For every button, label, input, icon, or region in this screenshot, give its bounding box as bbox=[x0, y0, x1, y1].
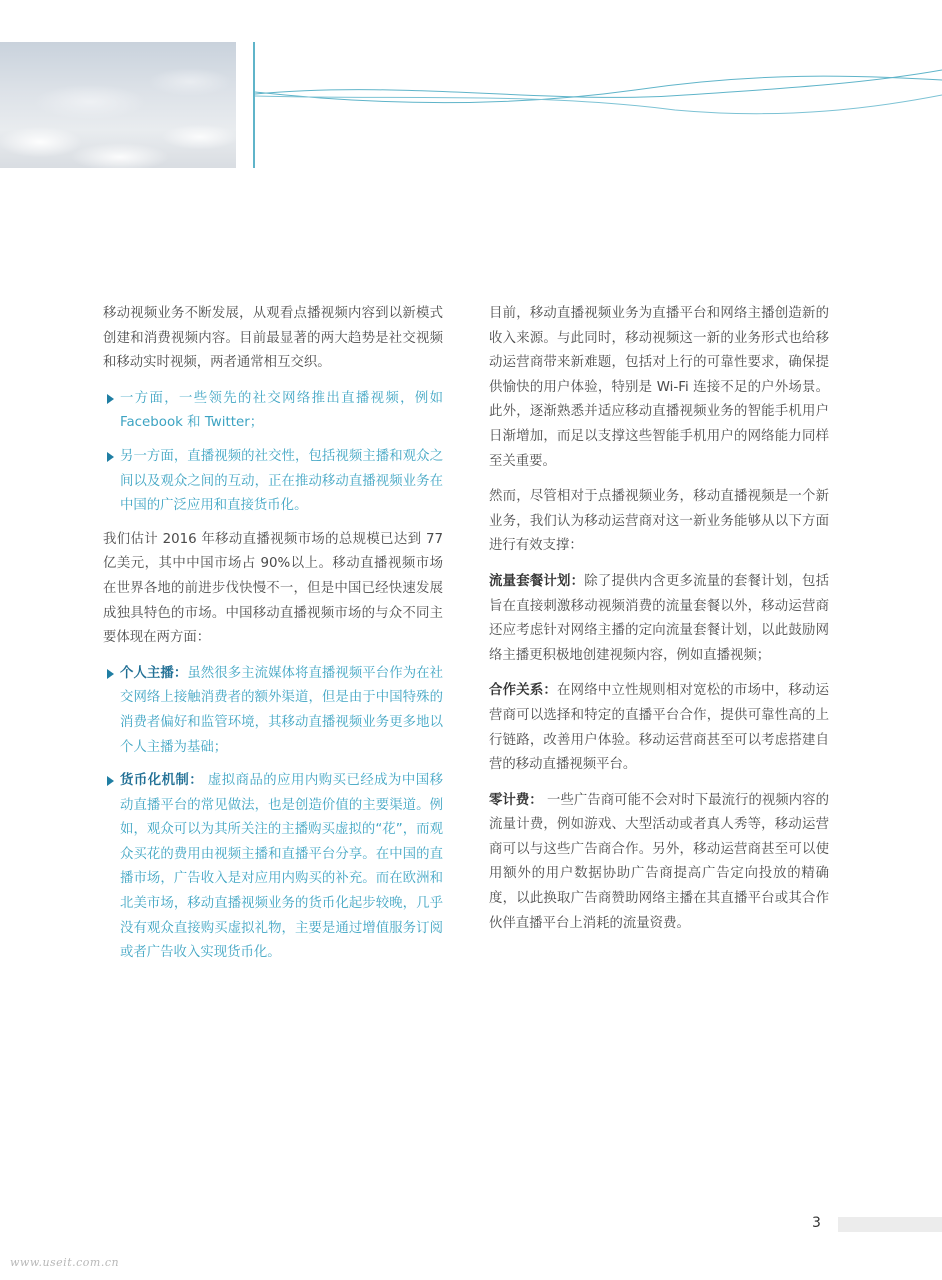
bullet-text: 虚拟商品的应用内购买已经成为中国移动直播平台的常见做法，也是创造价值的主要渠道。例如，观众可以为其所关注的主播购买虚拟的“花”，而观众买花的费用由视频主播和直播平台分享。在中国的直播市场，广告收入是对应用内购买的补充。而在欧洲和北美市场，移动直播视频业务的货币化起步较晚，几乎没有观众直接购买虚拟礼物，主要是通过增值服务订阅或者广告收入实现货币化。 bbox=[120, 773, 443, 961]
right-column bbox=[489, 302, 829, 947]
market-size-paragraph: 我们估计 2016 年移动直播视频市场的总规模已达到 77 亿美元，其中中国市场占 90%以上。移动直播视频市场在世界各地的前进步伐快慢不一，但是中国已经快速发展成独具特色的市场。中国移动直播视频市场的与众不同主要体现在两方面： bbox=[103, 531, 443, 646]
page-number: 3 bbox=[812, 1215, 821, 1231]
bullet-social-interaction bbox=[103, 445, 443, 519]
bullet-social-networks bbox=[103, 387, 443, 436]
data-plan-item bbox=[489, 570, 829, 668]
bullet-text: 虽然很多主流媒体将直播视频平台作为在社交网络上接触消费者的额外渠道，但是由于中国特殊的消费者偏好和监管环境，其移动直播视频业务更多地以个人主播为基础； bbox=[120, 665, 444, 755]
bullet-text: 一方面，一些领先的社交网络推出直播视频，例如 Facebook 和 Twitter； bbox=[120, 390, 443, 431]
triangle-bullet-icon bbox=[107, 776, 114, 786]
item-term: 零计费： bbox=[489, 792, 543, 808]
support-paragraph: 然而，尽管相对于点播视频业务，移动直播视频是一个新业务，我们认为移动运营商对这一新业务能够从以下方面进行有效支撑： bbox=[489, 489, 829, 554]
bullet-monetization bbox=[103, 769, 443, 966]
item-text: 除了提供内含更多流量的套餐计划，包括旨在直接刺激移动视频消费的流量套餐以外，移动运营商还应考虑针对网络主播的定向流量套餐计划，以此鼓励网络主播更积极地创建视频内容，例如直播视频； bbox=[489, 573, 830, 663]
item-text: 在网络中立性规则相对宽松的市场中，移动运营商可以选择和特定的直播平台合作，提供可靠性高的上行链路，改善用户体验。移动运营商甚至可以考虑搭建自营的移动直播视频平台。 bbox=[489, 683, 830, 773]
item-term: 合作关系： bbox=[489, 683, 558, 699]
watermark: www.useit.com.cn bbox=[10, 1256, 120, 1269]
triangle-bullet-icon bbox=[107, 669, 114, 679]
page-number-bar bbox=[838, 1217, 942, 1232]
partnership-item bbox=[489, 679, 829, 777]
intro-paragraph: 移动视频业务不断发展，从观看点播视频内容到以新模式创建和消费视频内容。目前最显著的两大趋势是社交视频和移动实时视频，两者通常相互交织。 bbox=[103, 306, 443, 371]
left-column bbox=[103, 302, 443, 975]
triangle-bullet-icon bbox=[107, 394, 114, 404]
item-term: 流量套餐计划： bbox=[489, 573, 585, 589]
triangle-bullet-icon bbox=[107, 452, 114, 462]
bullet-text: 另一方面，直播视频的社交性，包括视频主播和观众之间以及观众之间的互动，正在推动移动直播视频业务在中国的广泛应用和直接货币化。 bbox=[120, 448, 443, 514]
item-text: 一些广告商可能不会对时下最流行的视频内容的流量计费，例如游戏、大型活动或者真人秀等，移动运营商可以与这些广告商合作。另外，移动运营商甚至可以使用额外的用户数据协助广告商提高广告定向投放的精确度，以此换取广告商赞助网络主播在其直播平台或其合作伙伴直播平台上消耗的流量资费。 bbox=[489, 792, 829, 931]
bullet-individual-hosts bbox=[103, 662, 443, 760]
revenue-paragraph: 目前，移动直播视频业务为直播平台和网络主播创造新的收入来源。与此同时，移动视频这一新的业务形式也给移动运营商带来新难题，包括对上行的可靠性要求，确保提供愉快的用户体验，特别是 Wi-Fi 连接不足的户外场景。此外，逐渐熟悉并适应移动直播视频业务的智能手机用户日渐增加，而足以支撑这些智能手机用户的网络能力同样至关重要。 bbox=[489, 306, 829, 469]
zero-rating-item bbox=[489, 789, 829, 937]
header-wave-lines bbox=[255, 50, 942, 130]
bullet-term: 货币化机制： bbox=[120, 773, 204, 789]
bullet-term: 个人主播： bbox=[120, 665, 188, 681]
header-cloud-image bbox=[0, 42, 236, 168]
